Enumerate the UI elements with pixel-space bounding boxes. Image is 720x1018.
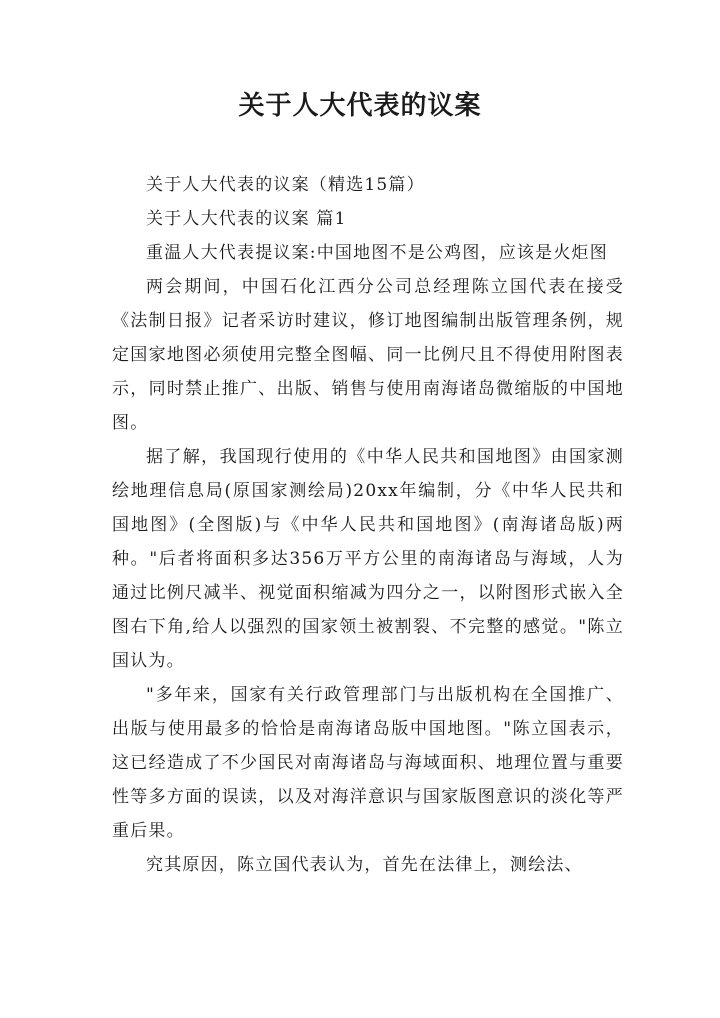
body-paragraph: 据了解，我国现行使用的《中华人民共和国地图》由国家测绘地理信息局(原国家测绘局)20xx年编制，分《中华人民共和国地图》(全图版)与《中华人民共和国地图》(南海诸岛版)两种。"后者将面积多达356万平方公里的南海诸岛与海域，人为通过比例尺减半、视觉面积缩减为四分之一，以附图形式嵌入全图右下角,给人以强烈的国家领土被割裂、不完整的感觉。"陈立国认为。 [112, 447, 624, 671]
subtitle-paragraph: 关于人大代表的议案（精选15篇） [146, 175, 425, 195]
body-paragraph: 重温人大代表提议案:中国地图不是公鸡图，应该是火炬图 [146, 243, 608, 263]
section-heading: 关于人大代表的议案 篇1 [146, 209, 347, 229]
body-paragraph: 两会期间，中国石化江西分公司总经理陈立国代表在接受《法制日报》记者采访时建议，修订地图编制出版管理条例，规定国家地图必须使用完整全图幅、同一比例尺且不得使用附图表示，同时禁止推广、出版、销售与使用南海诸岛微缩版的中国地图。 [112, 277, 624, 433]
body-paragraph: "多年来，国家有关行政管理部门与出版机构在全国推广、出版与使用最多的恰恰是南海诸岛版中国地图。"陈立国表示，这已经造成了不少国民对南海诸岛与海域面积、地理位置与重要性等多方面的误读，以及对海洋意识与国家版图意识的淡化等严重后果。 [112, 685, 624, 841]
document-body [112, 168, 624, 882]
document-title: 关于人大代表的议案 [238, 91, 482, 121]
body-paragraph: 究其原因，陈立国代表认为，首先在法律上，测绘法、 [146, 855, 583, 875]
